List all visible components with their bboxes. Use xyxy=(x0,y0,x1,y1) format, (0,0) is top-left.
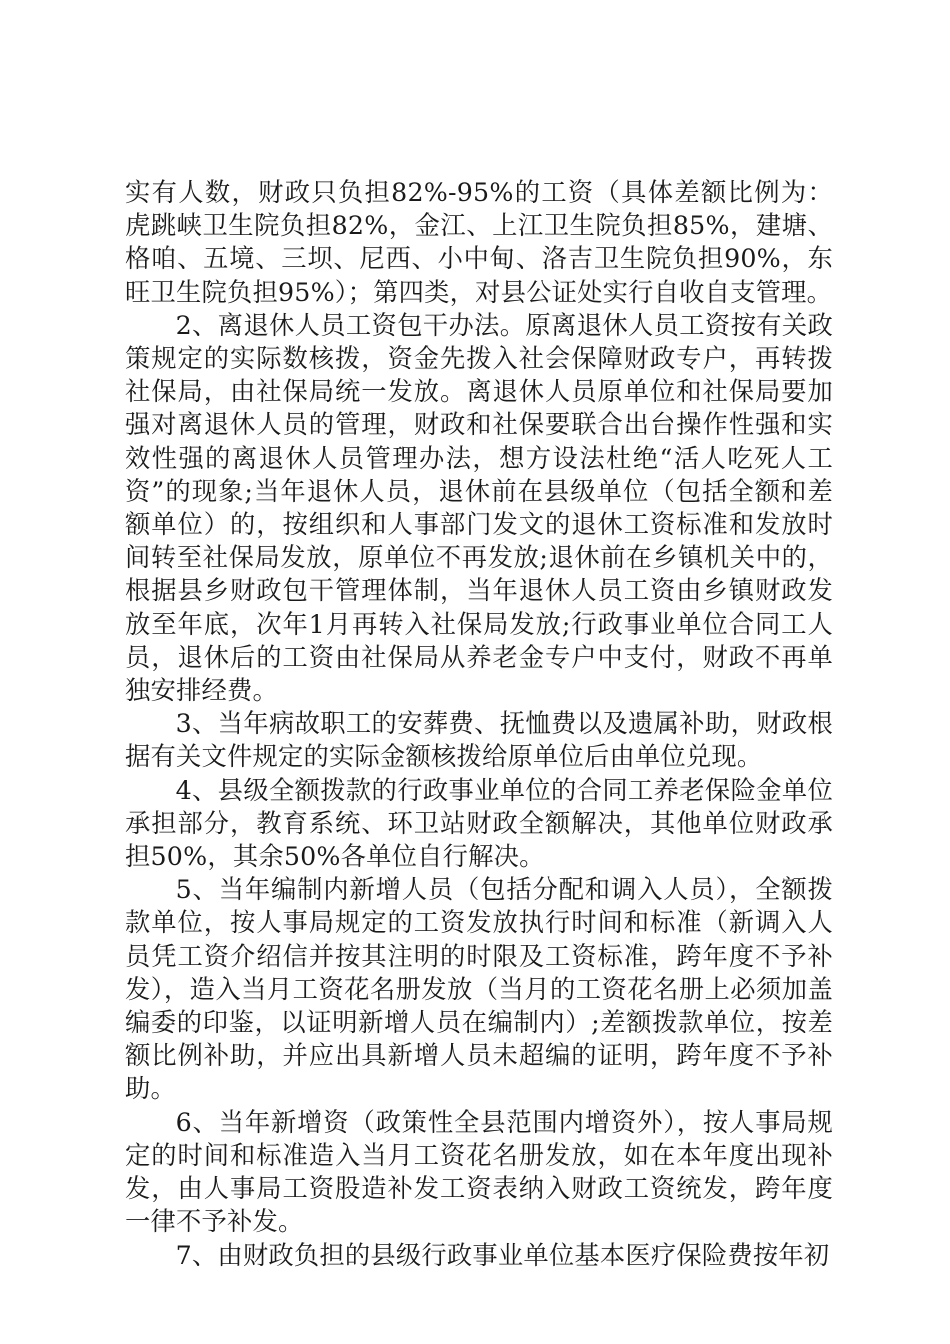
paragraph-item-3: 3、当年病故职工的安葬费、抚恤费以及遗属补助，财政根据有关文件规定的实际金额核拨给原单位后由单位兑现。 xyxy=(125,709,833,772)
paragraph-item-5: 5、当年编制内新增人员（包括分配和调入人员），全额拨款单位，按人事局规定的工资发放执行时间和标准（新调入人员凭工资介绍信并按其注明的时限及工资标准，跨年度不予补发），造入当月工资花名册发放（当月的工资花名册上必须加盖编委的印鉴，以证明新增人员在编制内）;差额拨款单位，按差额比例补助，并应出具新增人员未超编的证明，跨年度不予补助。 xyxy=(125,875,833,1104)
document-body xyxy=(125,176,833,1272)
paragraph-continuation: 实有人数，财政只负担82%-95%的工资（具体差额比例为：虎跳峡卫生院负担82%，金江、上江卫生院负担85%，建塘、格咱、五境、三坝、尼西、小中甸、洛吉卫生院负担90%，东旺卫生院负担95%）；第四类，对县公证处实行自收自支管理。 xyxy=(125,178,833,307)
paragraph-item-2: 2、离退休人员工资包干办法。原离退休人员工资按有关政策规定的实际数核拨，资金先拨入社会保障财政专户，再转拨社保局，由社保局统一发放。离退休人员原单位和社保局要加强对离退休人员的管理，财政和社保要联合出台操作性强和实效性强的离退休人员管理办法，想方设法杜绝“活人吃死人工资”的现象;当年退休人员，退休前在县级单位（包括全额和差额单位）的，按组织和人事部门发文的退休工资标准和发放时间转至社保局发放，原单位不再发放;退休前在乡镇机关中的，根据县乡财政包干管理体制，当年退休人员工资由乡镇财政发放至年底，次年1月再转入社保局发放;行政事业单位合同工人员，退休后的工资由社保局从养老金专户中支付，财政不再单独安排经费。 xyxy=(125,310,833,706)
paragraph-item-6: 6、当年新增资（政策性全县范围内增资外），按人事局规定的时间和标准造入当月工资花名册发放，如在本年度出现补发，由人事局工资股造补发工资表纳入财政工资统发，跨年度一律不予补发。 xyxy=(125,1107,833,1237)
paragraph-item-7: 7、由财政负担的县级行政事业单位基本医疗保险费按年初 xyxy=(175,1240,830,1270)
paragraph-item-4: 4、县级全额拨款的行政事业单位的合同工养老保险金单位承担部分，教育系统、环卫站财政全额解决，其他单位财政承担50%，其余50%各单位自行解决。 xyxy=(125,775,833,872)
